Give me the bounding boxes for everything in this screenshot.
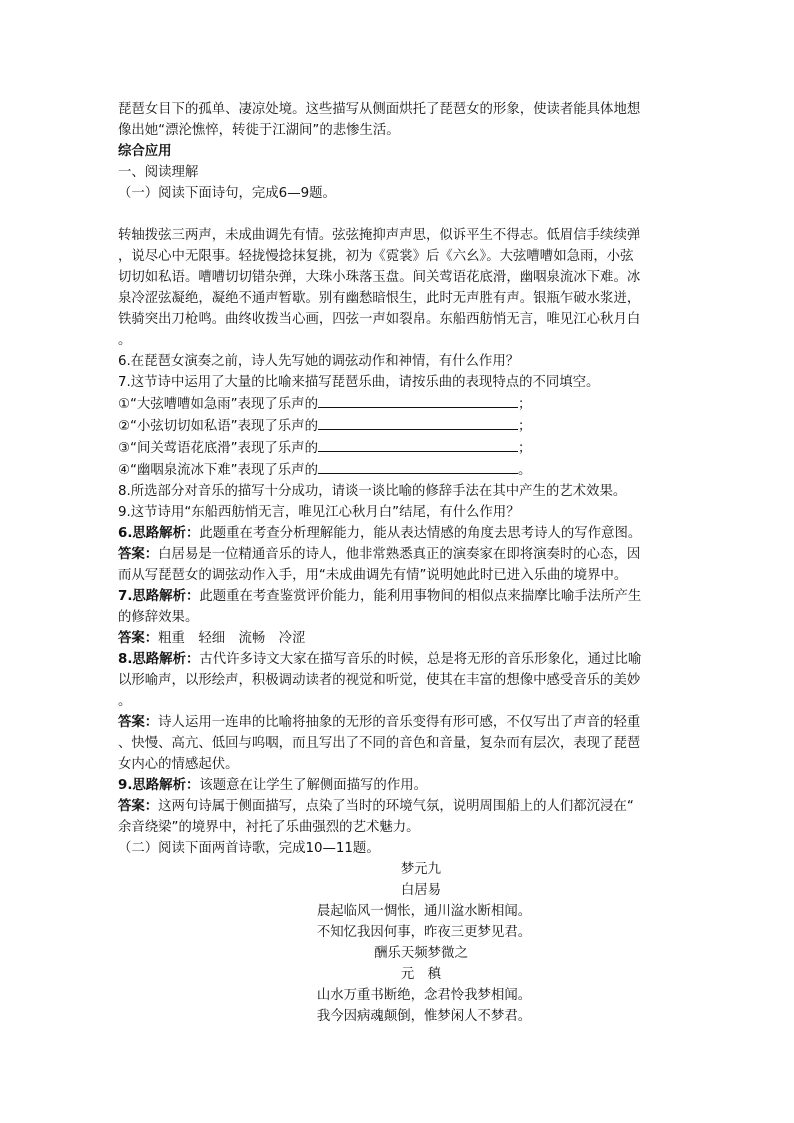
fill-blank-row	[118, 459, 680, 481]
answer-9-answer-cont: 余音绕梁”的境界中，衬托了乐曲强烈的艺术魅力。	[118, 820, 420, 835]
answer-7-analysis-cont: 的修辞效果。	[118, 610, 199, 625]
intro-line: 像出她“漂沦憔悴，转徙于江湖间”的悲惨生活。	[118, 123, 400, 138]
poem-author: 元 稹	[400, 967, 442, 982]
answer-9-analysis	[118, 775, 680, 796]
poem-line: 山水万重书断绝，念君怜我梦相闻。	[316, 988, 532, 1003]
blank-label: ④“幽咽泉流冰下难”表现了乐声的	[118, 463, 318, 478]
blank-end: ；	[517, 397, 532, 412]
answer-7-answer	[118, 628, 680, 649]
intro-line: 琵琶女目下的孤单、凄凉处境。这些描写从侧面烘托了琵琶女的形象，使读者能具体地想	[118, 102, 641, 117]
answer-6-answer	[118, 544, 680, 565]
poem-line: ，说尽心中无限事。轻拢慢捻抹复挑，初为《霓裳》后《六幺》。大弦嘈嘈如急雨，小弦	[118, 249, 634, 264]
answer-8-answer	[118, 712, 680, 733]
question-7: 7.这节诗中运用了大量的比喻来描写琵琶乐曲，请按乐曲的表现特点的不同填空。	[118, 375, 600, 390]
fill-blank-row	[118, 415, 680, 437]
poem-line: 切切如私语。嘈嘈切切错杂弹，大珠小珠落玉盘。间关莺语花底滑，幽咽泉流冰下难。冰	[118, 270, 641, 285]
poem-line: 不知忆我因何事，昨夜三更梦见君。	[316, 925, 532, 940]
blank-label: ③“间关莺语花底滑”表现了乐声的	[118, 441, 318, 456]
analysis-text: 此题重在考查鉴赏评价能力，能利用事物间的相似点来揣摩比喻手法所产生	[199, 589, 642, 604]
answer-label: 答案：	[118, 547, 159, 562]
answer-8-analysis-cont: 。	[118, 694, 132, 709]
analysis-label: 7.思路解析：	[118, 589, 200, 604]
answer-8-answer-cont: 女内心的情感起伏。	[118, 757, 239, 772]
answer-blank[interactable]	[318, 393, 518, 408]
poem-line: 晨起临风一惆怅，通川湓水断相闻。	[316, 904, 532, 919]
blank-label: ②“小弦切切如私语”表现了乐声的	[118, 419, 318, 434]
answer-text: 诗人运用一连串的比喻将抽象的无形的音乐变得有形可感，不仅写出了声音的轻重	[158, 715, 641, 730]
poem-block	[118, 859, 680, 943]
poem-author: 白居易	[400, 883, 442, 898]
poem-title: 酬乐天频梦微之	[374, 946, 468, 961]
poem-passage	[118, 225, 680, 351]
spacer	[118, 204, 680, 225]
question-9: 9.这节诗用“东船西舫悄无言，唯见江心秋月白”结尾，有什么作用？	[118, 505, 520, 520]
answer-blank[interactable]	[318, 437, 518, 452]
poem-title: 梦元九	[400, 862, 442, 877]
poem-line: 泉冷涩弦凝绝，凝绝不通声暂歇。别有幽愁暗恨生，此时无声胜有声。银瓶乍破水浆迸，	[118, 291, 641, 306]
analysis-text: 此题重在考查分析理解能力，能从表达情感的角度去思考诗人的写作意图。	[199, 526, 642, 541]
poem-line: 。	[118, 333, 132, 348]
answer-7-analysis	[118, 586, 680, 607]
answer-label: 答案：	[118, 631, 159, 646]
poem-line: 铁骑突出刀枪鸣。曲终收拨当心画，四弦一声如裂帛。东船西舫悄无言，唯见江心秋月白	[118, 312, 641, 327]
answer-8-analysis-cont: 以形喻声，以形绘声，积极调动读者的视觉和听觉，使其在丰富的想像中感受音乐的美妙	[118, 673, 641, 688]
answer-text: 粗重 轻细 流畅 冷涩	[158, 631, 306, 646]
question-6: 6.在琵琶女演奏之前，诗人先写她的调弦动作和神情，有什么作用？	[118, 354, 520, 369]
blank-end: 。	[517, 463, 532, 478]
sub-section-title: （一）阅读下面诗句，完成6—9题。	[118, 186, 336, 201]
answer-blank[interactable]	[318, 415, 518, 430]
sub-section-title: （二）阅读下面两首诗歌，完成10—11题。	[118, 841, 380, 856]
poem-line: 转轴拨弦三两声，未成曲调先有情。弦弦掩抑声声思，似诉平生不得志。低眉信手续续弹	[118, 228, 641, 243]
blank-label: ①“大弦嘈嘈如急雨”表现了乐声的	[118, 397, 318, 412]
answer-8-analysis	[118, 649, 680, 670]
fill-blank-row	[118, 393, 680, 415]
part-title: 一、阅读理解	[118, 165, 199, 180]
answer-text: 白居易是一位精通音乐的诗人，他非常熟悉真正的演奏家在即将演奏时的心态，因	[158, 547, 641, 562]
answer-9-answer	[118, 796, 680, 817]
answer-text: 这两句诗属于侧面描写，点染了当时的环境气氛，说明周围船上的人们都沉浸在“	[158, 799, 634, 814]
answer-6-answer-cont: 而从写琵琶女的调弦动作入手，用“未成曲调先有情”说明她此时已进入乐曲的境界中。	[118, 568, 628, 583]
section-title: 综合应用	[118, 144, 172, 159]
question-8: 8.所选部分对音乐的描写十分成功，请谈一谈比喻的修辞手法在其中产生的艺术效果。	[118, 484, 627, 499]
poem-block	[118, 943, 680, 1027]
answer-8-answer-cont: 、快慢、高亢、低回与呜咽，而且写出了不同的音色和音量，复杂而有层次，表现了琵琶	[118, 736, 641, 751]
analysis-text: 该题意在让学生了解侧面描写的作用。	[199, 778, 427, 793]
blank-end: ；	[517, 441, 532, 456]
answer-label: 答案：	[118, 799, 159, 814]
answer-blank[interactable]	[318, 459, 518, 474]
blank-end: ；	[517, 419, 532, 434]
poem-line: 我今因病魂颠倒，惟梦闲人不梦君。	[316, 1009, 532, 1024]
analysis-label: 6.思路解析：	[118, 526, 200, 541]
document-page	[118, 99, 680, 1027]
analysis-label: 8.思路解析：	[118, 652, 200, 667]
analysis-text: 古代许多诗文大家在描写音乐的时候，总是将无形的音乐形象化，通过比喻	[199, 652, 642, 667]
analysis-label: 9.思路解析：	[118, 778, 200, 793]
fill-blank-row	[118, 437, 680, 459]
answer-6-analysis	[118, 523, 680, 544]
answer-label: 答案：	[118, 715, 159, 730]
